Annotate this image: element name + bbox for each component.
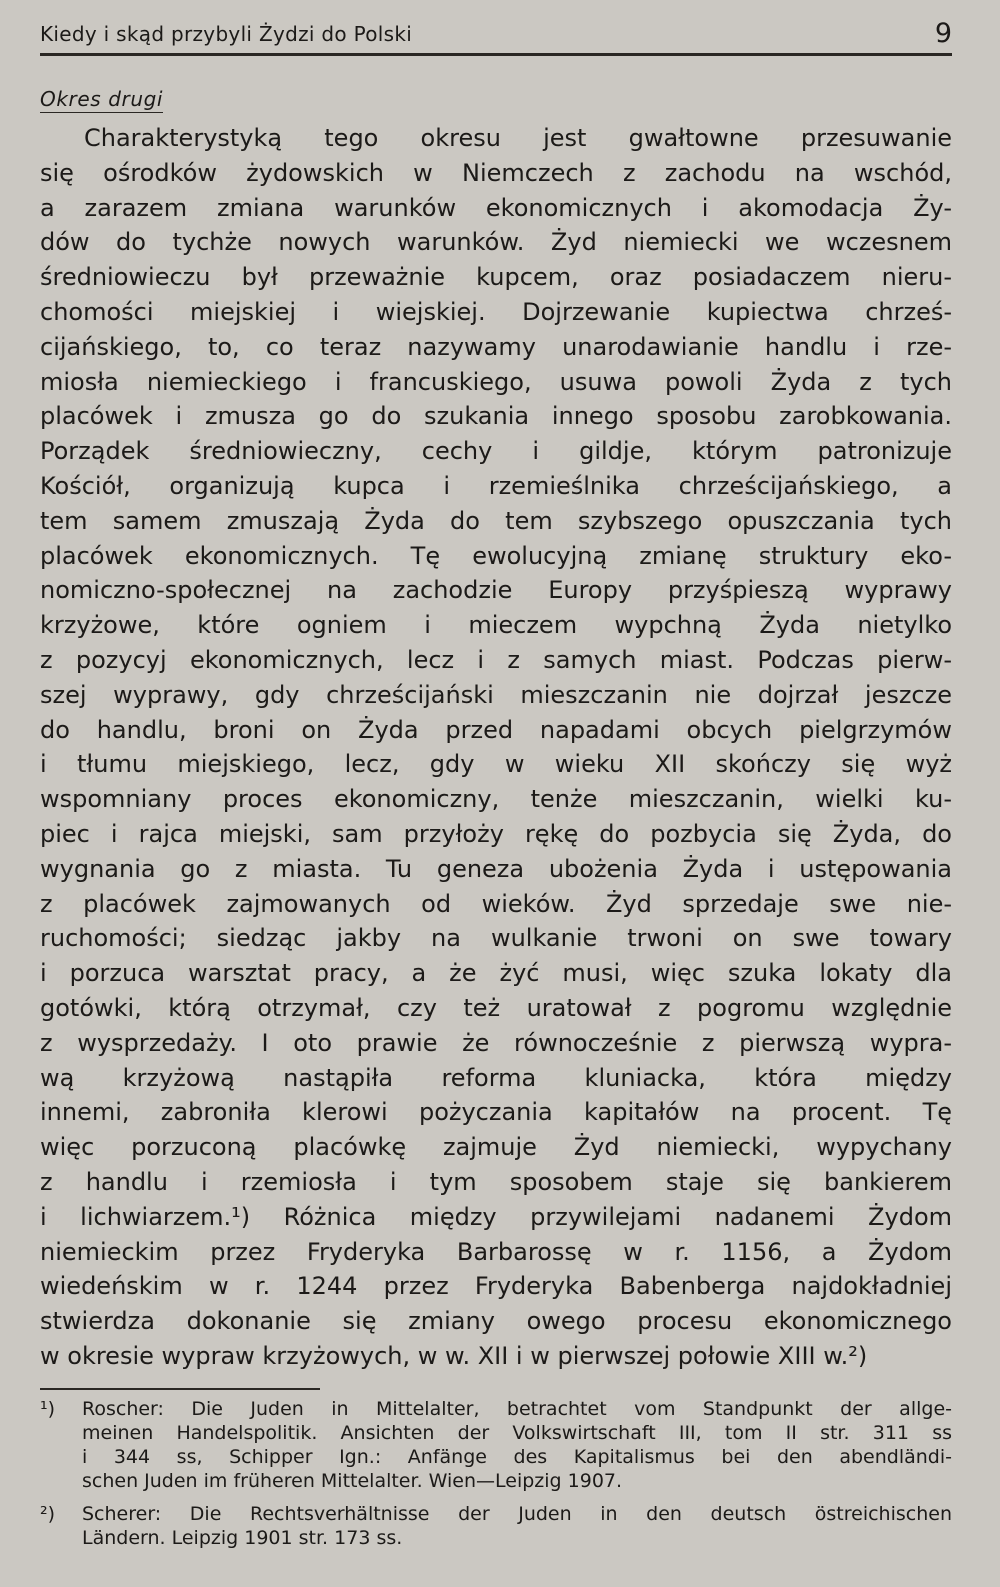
footnote-marker: ²) — [40, 1503, 56, 1525]
footnote-line: Roscher: Die Juden in Mittelalter, betrachtet vom Standpunkt der allge- — [82, 1398, 952, 1420]
body-line: średniowieczu był przeważnie kupcem, oraz posiadaczem nieru- — [40, 263, 952, 292]
footnote-1 — [40, 1397, 952, 1493]
body-line: placówek i zmusza go do szukania innego sposobu zarobkowania. — [40, 402, 952, 431]
body-line: cijańskiego, to, co teraz nazywamy unarodawianie handlu i rze- — [40, 332, 952, 361]
body-line: z handlu i rzemiosła i tym sposobem staje się bankierem — [40, 1167, 952, 1196]
body-line: chomości miejskiej i wiejskiej. Dojrzewanie kupiectwa chrześ- — [40, 297, 952, 326]
body-line: z pozycyj ekonomicznych, lecz i z samych miast. Podczas pierw- — [40, 645, 952, 674]
body-text — [40, 121, 952, 1374]
body-line: dów do tychże nowych warunków. Żyd niemiecki we wczesnem — [40, 228, 952, 257]
body-line: ruchomości; siedząc jakby na wulkanie trwoni on swe towary — [40, 924, 952, 953]
body-line: placówek ekonomicznych. Tę ewolucyjną zmianę struktury eko- — [40, 541, 952, 570]
section-heading: Okres drugi — [40, 87, 164, 111]
body-line: tem samem zmuszają Żyda do tem szybszego opuszczania tych — [40, 506, 952, 535]
body-line: wspomniany proces ekonomiczny, tenże mieszczanin, wielki ku- — [40, 785, 952, 814]
body-line: się ośrodków żydowskich w Niemczech z zachodu na wschód, — [40, 158, 952, 187]
footnote-line: Scherer: Die Rechtsverhältnisse der Juden in den deutsch östreichischen — [82, 1503, 952, 1525]
body-line: Charakterystyką tego okresu jest gwałtowne przesuwanie — [84, 124, 952, 152]
body-line: i porzuca warsztat pracy, a że żyć musi, więc szuka lokaty dla — [40, 959, 952, 988]
body-line: i lichwiarzem.¹) Różnica między przywilejami nadanemi Żydom — [40, 1202, 952, 1231]
body-line: piec i rajca miejski, sam przyłoży rękę do pozbycia się Żyda, do — [40, 819, 952, 848]
running-title: Kiedy i skąd przybyli Żydzi do Polski — [40, 22, 413, 46]
body-line: z wysprzedaży. I oto prawie że równocześnie z pierwszą wypra- — [40, 1028, 952, 1057]
body-line: niemieckim przez Fryderyka Barbarossę w r. 1156, a Żydom — [40, 1237, 952, 1266]
body-line: wygnania go z miasta. Tu geneza ubożenia Żyda i ustępowania — [40, 854, 952, 883]
footnote-line: meinen Handelspolitik. Ansichten der Volkswirtschaft III, tom II str. 311 ss — [82, 1422, 952, 1444]
header-rule — [40, 53, 952, 56]
body-line: szej wyprawy, gdy chrześcijański mieszczanin nie dojrzał jeszcze — [40, 680, 952, 709]
body-line: innemi, zabroniła klerowi pożyczania kapitałów na procent. Tę — [40, 1098, 952, 1127]
body-line: stwierdza dokonanie się zmiany owego procesu ekonomicznego — [40, 1307, 952, 1336]
body-line: wiedeńskim w r. 1244 przez Fryderyka Babenberga najdokładniej — [40, 1272, 952, 1301]
body-line: wą krzyżową nastąpiła reforma kluniacka, która między — [40, 1063, 952, 1092]
footnote-line: Ländern. Leipzig 1901 str. 173 ss. — [82, 1527, 403, 1549]
footnote-marker: ¹) — [40, 1398, 56, 1420]
footnote-rule — [40, 1388, 320, 1390]
page-number: 9 — [934, 18, 952, 49]
footnote-line: i 344 ss, Schipper Ign.: Anfänge des Kapitalismus bei den abendländi- — [82, 1446, 952, 1468]
body-line: z placówek zajmowanych od wieków. Żyd sprzedaje swe nie- — [40, 889, 952, 918]
body-line: nomiczno-społecznej na zachodzie Europy przyśpieszą wyprawy — [40, 576, 952, 605]
body-line: Porządek średniowieczny, cechy i gildje, którym patronizuje — [40, 437, 952, 466]
footnotes — [40, 1397, 952, 1559]
body-line: miosła niemieckiego i francuskiego, usuwa powoli Żyda z tych — [40, 367, 952, 396]
body-line: w okresie wypraw krzyżowych, w w. XII i w pierwszej połowie XIII w.²) — [40, 1341, 868, 1370]
body-line: krzyżowe, które ogniem i mieczem wypchną Żyda nietylko — [40, 611, 952, 640]
body-line: i tłumu miejskiego, lecz, gdy w wieku XII skończy się wyż — [40, 750, 952, 779]
page-header — [40, 18, 952, 54]
footnote-2 — [40, 1502, 952, 1550]
body-line: gotówki, którą otrzymał, czy też uratował z pogromu względnie — [40, 993, 952, 1022]
body-line: Kościół, organizują kupca i rzemieślnika chrześcijańskiego, a — [40, 471, 952, 500]
body-line: a zarazem zmiana warunków ekonomicznych i akomodacja Ży- — [40, 193, 952, 222]
body-line: więc porzuconą placówkę zajmuje Żyd niemiecki, wypychany — [40, 1133, 952, 1162]
footnote-line: schen Juden im früheren Mittelalter. Wien—Leipzig 1907. — [82, 1470, 623, 1492]
body-line: do handlu, broni on Żyda przed napadami obcych pielgrzymów — [40, 715, 952, 744]
